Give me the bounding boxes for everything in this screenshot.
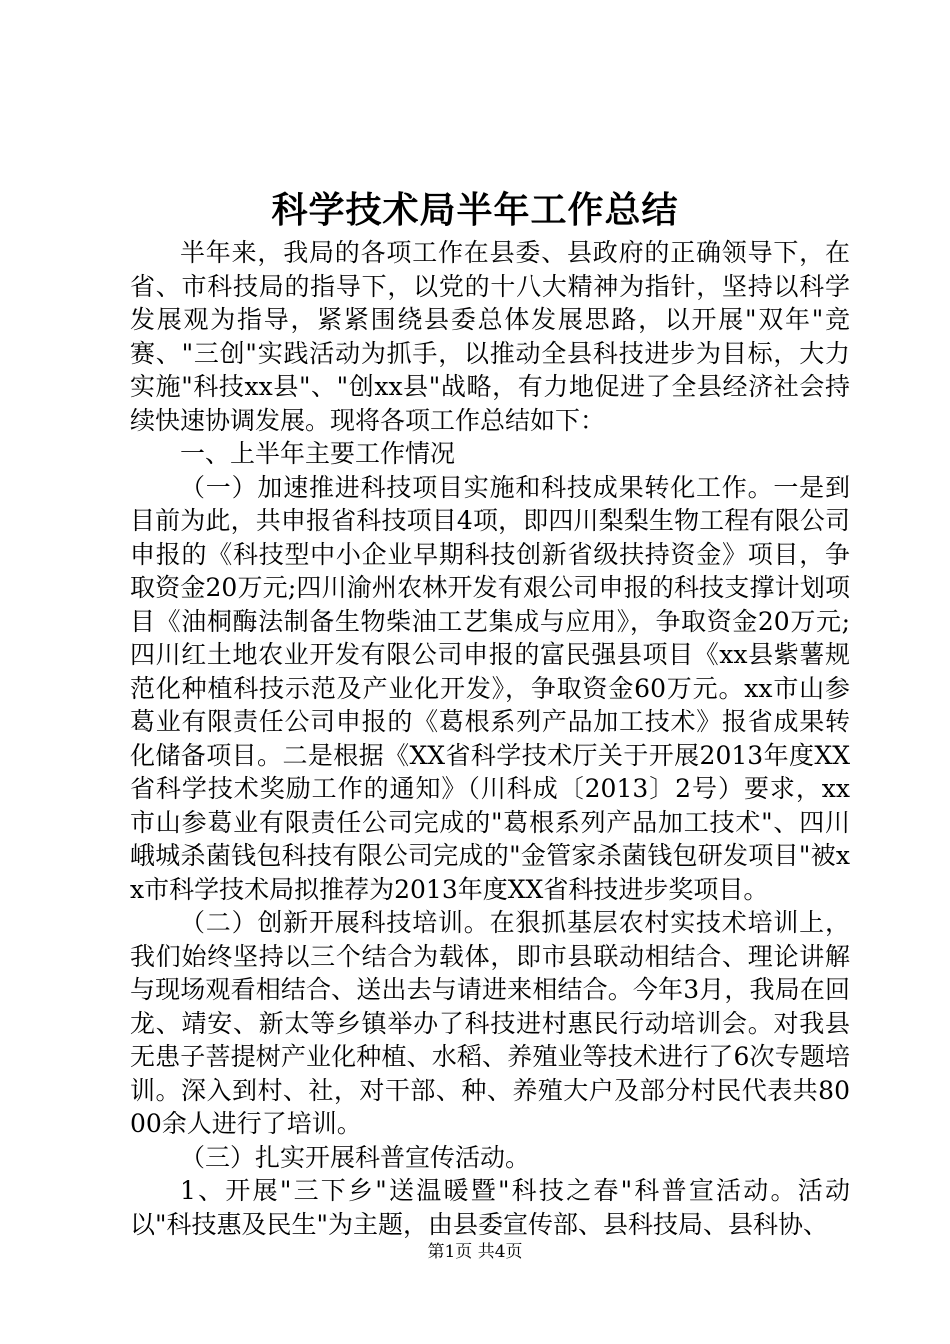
- paragraph-section-1: （一）加速推进科技项目实施和科技成果转化工作。一是到目前为此，共申报省科技项目4项，即四川梨梨生物工程有限公司申报的《科技型中小企业早期科技创新省级扶持资金》项目，争取资金20万元;四川渝州农林开发有艰公司申报的科技支撑计划项目《油桐酶法制备生物柴油工艺集成与应用》，争取资金20万元;四川红土地农业开发有限公司申报的富民强县项目《xx县紫薯规范化种植科技示范及产业化开发》，争取资金60万元。xx市山参葛业有限责任公司申报的《葛根系列产品加工技术》报省成果转化储备项目。二是根据《XX省科学技术厅关于开展2013年度XX省科学技术奖励工作的通知》（川科成〔2013〕2号）要求，xx市山参葛业有限责任公司完成的"葛根系列产品加工技术"、四川峨城杀菌钱包科技有限公司完成的"金管家杀菌钱包研发项目"被xx市科学技术局拟推荐为2013年度XX省科技进步奖项目。: [130, 472, 850, 904]
- paragraph-section-3-item-1: 1、开展"三下乡"送温暖暨"科技之春"科普宣活动。活动以"科技惠及民生"为主题，由县委宣传部、县科技局、县科协、: [130, 1176, 850, 1239]
- section-heading: 一、上半年主要工作情况: [180, 439, 456, 468]
- paragraph-intro: 半年来，我局的各项工作在县委、县政府的正确领导下，在省、市科技局的指导下，以党的十八大精神为指针，坚持以科学发展观为指导，紧紧围绕县委总体发展思路，以开展"双年"竞赛、"三创"实践活动为抓手，以推动全县科技进步为目标，大力实施"科技xx县"、"创xx县"战略，有力地促进了全县经济社会持续快速协调发展。现将各项工作总结如下：: [130, 238, 850, 435]
- paragraph-section-3-heading: （三）扎实开展科普宣传活动。: [180, 1142, 531, 1172]
- document-body: [130, 236, 850, 1241]
- document-title: 科学技术局半年工作总结: [271, 189, 679, 231]
- paragraph-section-2: （二）创新开展科技培训。在狠抓基层农村实技术培训上，我们始终坚持以三个结合为载体，即市县联动相结合、理论讲解与现场观看相结合、送出去与请进来相结合。今年3月，我局在回龙、靖安、新太等乡镇举办了科技进村惠民行动培训会。对我县无患子菩提树产业化种植、水稻、养殖业等技术进行了6次专题培训。深入到村、社，对干部、种、养殖大户及部分村民代表共8000余人进行了培训。: [130, 908, 850, 1138]
- page-footer: 第1页 共4页: [427, 1242, 523, 1262]
